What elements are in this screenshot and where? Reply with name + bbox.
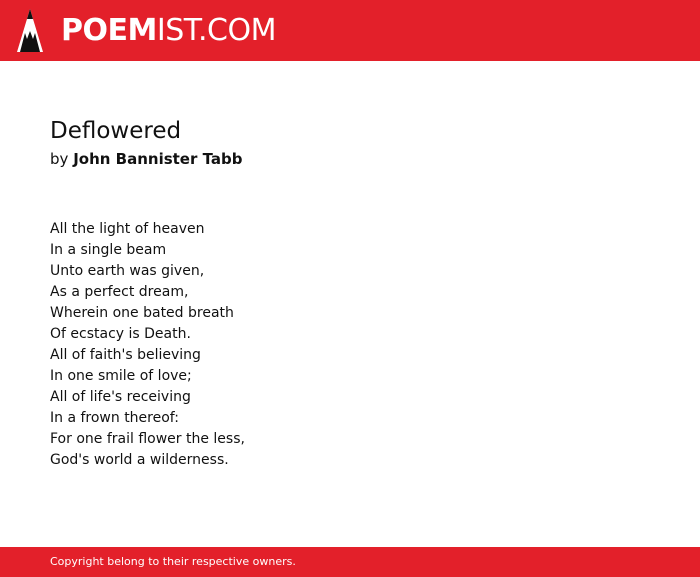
- poem-line: God's world a wilderness.: [50, 452, 229, 468]
- poem-line: In one smile of love;: [50, 368, 192, 384]
- poem-line: All of faith's believing: [50, 347, 201, 363]
- author-name[interactable]: John Bannister Tabb: [73, 150, 243, 168]
- poem-title: Deflowered: [50, 118, 182, 144]
- poem-line: Unto earth was given,: [50, 263, 205, 279]
- poem-line: In a single beam: [50, 242, 167, 258]
- logo-light-text: IST.COM: [156, 13, 276, 48]
- poem-body: [50, 219, 245, 471]
- poem-line: All the light of heaven: [50, 221, 205, 237]
- poem-line: Wherein one bated breath: [50, 305, 234, 321]
- poem-line: As a perfect dream,: [50, 284, 189, 300]
- by-label: by: [50, 150, 69, 168]
- logo-bold-text: POEM: [61, 13, 157, 48]
- poem-byline: [50, 149, 243, 169]
- copyright-notice: Copyright belong to their respective owners.: [50, 555, 296, 568]
- poem-line: Of ecstacy is Death.: [50, 326, 191, 342]
- site-logo[interactable]: [61, 11, 276, 51]
- site-header: [0, 0, 700, 61]
- poem-line: In a frown thereof:: [50, 410, 179, 426]
- poem-line: All of life's receiving: [50, 389, 191, 405]
- pencil-tip-icon[interactable]: [17, 9, 43, 52]
- site-footer: [0, 547, 700, 577]
- poem-line: For one frail flower the less,: [50, 431, 245, 447]
